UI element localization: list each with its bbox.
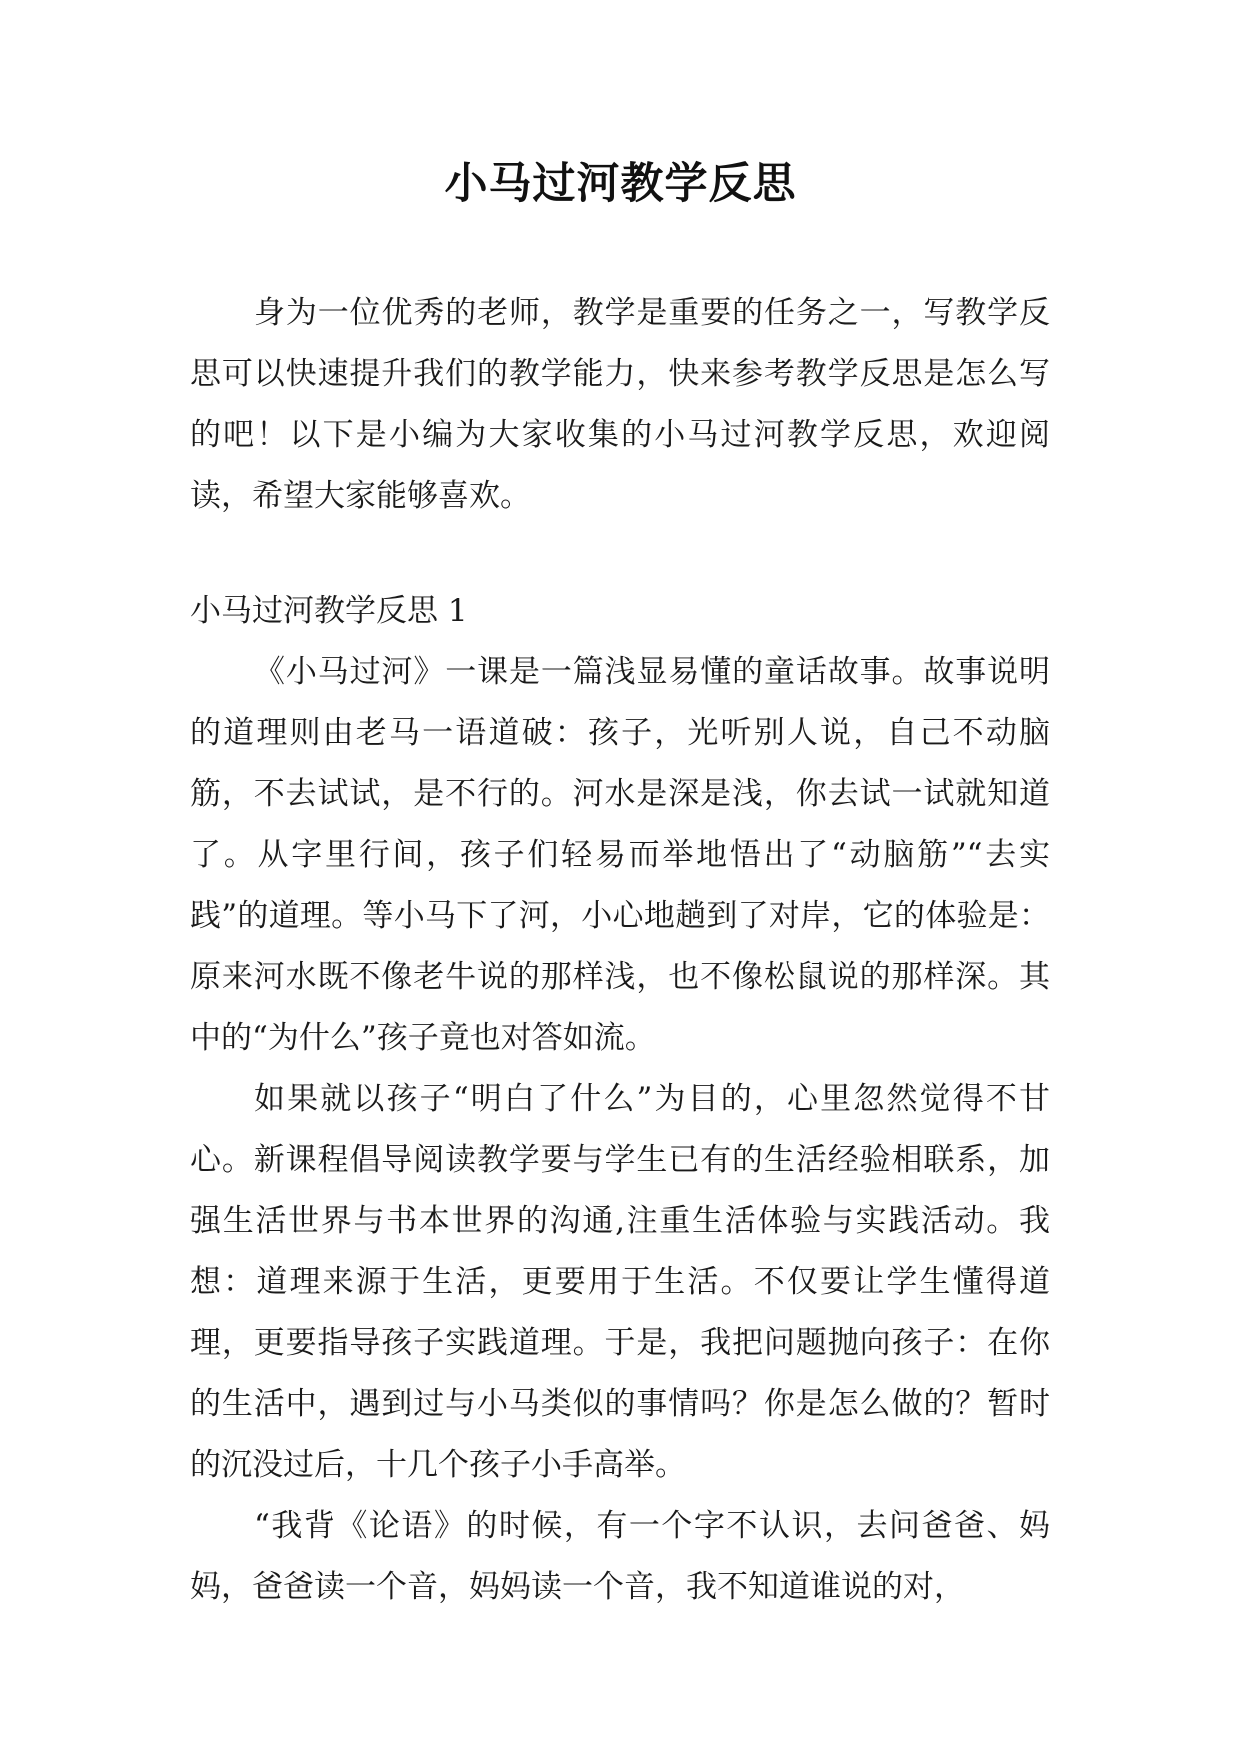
body-paragraph-1: 《小马过河》一课是一篇浅显易懂的童话故事。故事说明的道理则由老马一语道破：孩子，光听别人说，自己不动脑筋，不去试试，是不行的。河水是深是浅，你去试一试就知道了。从字里行间，孩子们轻易而举地悟出了“动脑筋”“去实践”的道理。等小马下了河，小心地趟到了对岸，它的体验是：原来河水既不像老牛说的那样浅，也不像松鼠说的那样深。其中的“为什么”孩子竟也对答如流。 [190,654,1050,1056]
body-paragraph-2: 如果就以孩子“明白了什么”为目的，心里忽然觉得不甘心。新课程倡导阅读教学要与学生已有的生活经验相联系，加强生活世界与书本世界的沟通,注重生活体验与实践活动。我想：道理来源于生活，更要用于生活。不仅要让学生懂得道理，更要指导孩子实践道理。于是，我把问题抛向孩子：在你的生活中，遇到过与小马类似的事情吗？你是怎么做的？暂时的沉没过后，十几个孩子小手高举。 [190,1081,1050,1483]
section-heading: 小马过河教学反思 1 [190,593,468,629]
document-title: 小马过河教学反思 [444,159,797,209]
document-body [190,283,1050,1618]
intro-paragraph: 身为一位优秀的老师，教学是重要的任务之一，写教学反思可以快速提升我们的教学能力，快来参考教学反思是怎么写的吧！以下是小编为大家收集的小马过河教学反思，欢迎阅读，希望大家能够喜欢。 [190,295,1050,514]
body-paragraph-3: “我背《论语》的时候，有一个字不认识，去问爸爸、妈妈，爸爸读一个音，妈妈读一个音，我不知道谁说的对， [190,1508,1050,1605]
